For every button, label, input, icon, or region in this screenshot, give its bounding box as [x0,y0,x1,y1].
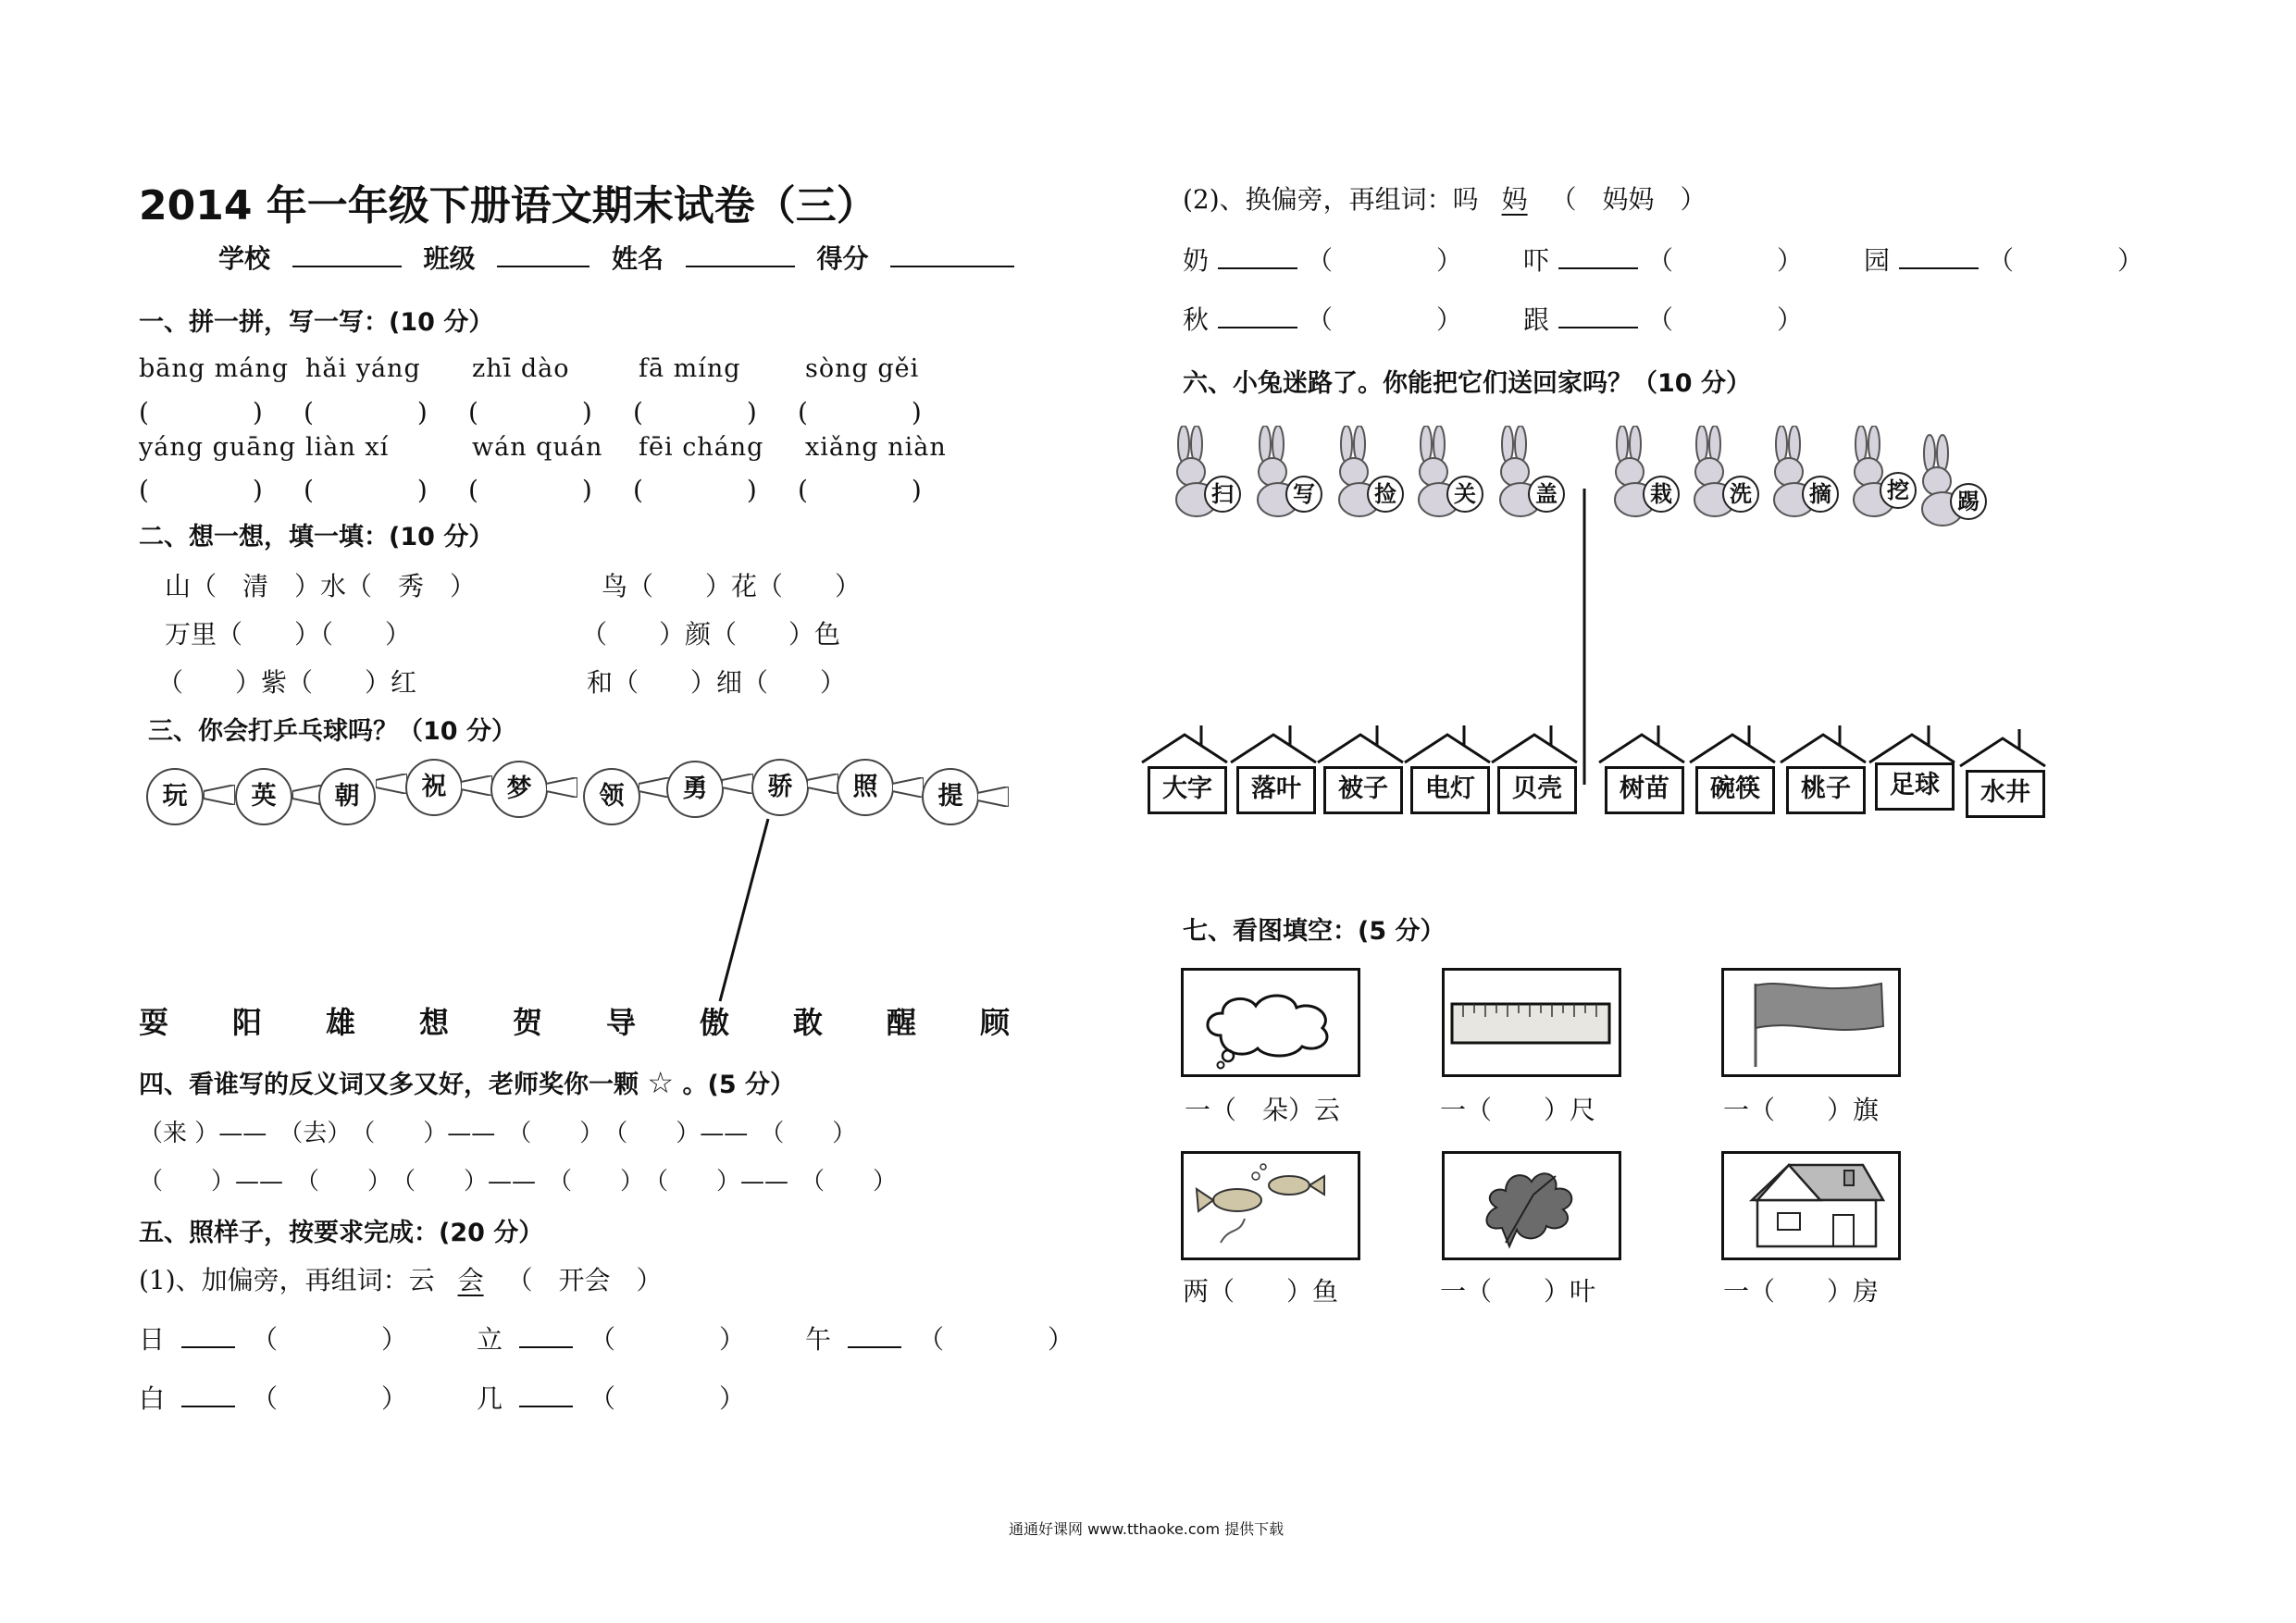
name-field[interactable] [686,240,795,267]
bunny-char[interactable]: 捡 [1367,476,1404,513]
paddle-handle-icon [376,774,407,794]
answer-char[interactable]: 傲 [700,1005,730,1040]
name-label: 姓名 [612,243,664,274]
paddle-ball[interactable]: 领 [583,768,640,825]
answer-char[interactable]: 耍 [139,1005,169,1040]
bunny-char[interactable]: 摘 [1802,476,1839,513]
answer-chars-row [139,999,1036,1042]
house-label: 水井 [1966,770,2045,818]
part2-row-1c [1864,241,2143,278]
section-4-title: 四、看谁写的反义词又多又好，老师奖你一颗 [139,1071,639,1099]
house-label: 被子 [1323,766,1403,814]
paddle-handle-icon [892,777,924,798]
bunny-char[interactable]: 写 [1285,476,1322,513]
picture-caption[interactable]: 一（ ）尺 [1440,1095,1596,1125]
bunny-char[interactable]: 栽 [1643,476,1680,513]
fill-line-3a[interactable]: （ ）紫（ ）红 [157,667,417,698]
answer-char[interactable]: 醒 [887,1005,917,1040]
answer-blank[interactable]: ( ) [139,475,263,505]
part2-instruction [1183,180,1706,217]
section-1-heading: 一、拼一拼，写一写：(10 分） [139,308,494,337]
ruler-icon [1445,971,1619,1074]
part1-char: 几 [477,1383,503,1414]
paddle-handle-icon [722,774,753,794]
house-label: 足球 [1875,762,1955,811]
paddle-handle-icon [204,785,235,805]
paddle-handle-icon [461,775,492,796]
answer-blank[interactable]: ( ) [139,397,263,427]
footer-credit: 通通好课网 www.tthaoke.com 提供下载 [1009,1520,1285,1538]
answer-blank[interactable]: ( ) [633,475,757,505]
house-label: 贝壳 [1497,766,1577,814]
class-field[interactable] [497,240,590,267]
house-label: 桃子 [1786,766,1866,814]
school-label: 学校 [218,243,271,274]
pinyin-item: sòng gěi [805,354,920,383]
answer-char[interactable]: 想 [419,1005,450,1040]
answer-char[interactable]: 敢 [793,1005,824,1040]
section-6-heading: 六、小兔迷路了。你能把它们送回家吗？（10 分） [1183,369,1751,398]
picture-caption[interactable]: 两（ ）鱼 [1183,1276,1339,1307]
answer-blank[interactable]: ( ) [798,475,922,505]
bunny-char[interactable]: 扫 [1204,476,1241,513]
antonym-line-1[interactable]: （来 ）—— （去） （ ）—— （ ） （ ）—— （ ） [139,1120,857,1147]
answer-row-2 [139,470,962,507]
bunny-char[interactable]: 盖 [1528,476,1565,513]
part1-char: 白 [139,1383,166,1414]
antonym-line-2[interactable]: （ ）—— （ ） （ ）—— （ ） （ ）—— （ ） [139,1168,898,1196]
paddle-ball[interactable]: 提 [922,768,979,825]
part1-word: （ 开会 ） [506,1265,663,1295]
picture-house [1721,1151,1901,1260]
part2-label: (2)、换偏旁，再组词：吗 [1183,184,1479,215]
paddle-ball[interactable]: 玩 [146,768,204,825]
house-row [1138,725,2054,827]
pinyin-item: fēi cháng [639,433,764,462]
radical-blank[interactable] [1558,242,1638,269]
part1-row-1 [139,1319,407,1357]
house-item[interactable] [1492,725,1577,814]
fill-line-2a[interactable]: 万里（ ）（ ） [165,619,412,650]
pinyin-item: yáng guāng [139,433,297,462]
word-blank[interactable]: （ ） [1307,245,1463,276]
part2-char: 吓 [1523,245,1550,276]
picture-cloud [1181,968,1360,1077]
radical-blank[interactable] [1558,301,1638,328]
school-field[interactable] [292,240,402,267]
part1-instruction [139,1260,663,1297]
part2-example: 妈 [1501,184,1528,215]
pinyin-item: fā míng [639,354,741,383]
bunny-row [1161,426,2050,527]
part2-row-1a [1183,241,1462,278]
paddle-ball[interactable]: 照 [837,759,894,816]
house-icon [1724,1154,1898,1258]
word-blank[interactable]: （ ） [1307,304,1463,335]
pinyin-item: zhī dào [472,354,570,383]
paddle-row [139,757,1018,840]
house-item[interactable] [1142,725,1227,814]
word-blank[interactable]: （ ） [1647,245,1804,276]
radical-blank[interactable] [181,1320,235,1348]
house-item[interactable] [1231,725,1316,814]
pinyin-item: bāng máng [139,354,290,383]
radical-blank[interactable] [1218,301,1297,328]
answer-char[interactable]: 雄 [326,1005,356,1040]
part2-row-2b [1523,300,1803,337]
paddle-ball[interactable]: 勇 [666,761,724,818]
house-item[interactable] [1318,725,1403,814]
picture-caption[interactable]: 一（ ）旗 [1723,1095,1880,1125]
part1-row-1b [477,1319,745,1357]
picture-fish [1181,1151,1360,1260]
word-blank[interactable]: （ ） [1988,245,2144,276]
house-label: 电灯 [1410,766,1490,814]
answer-char[interactable]: 阳 [232,1005,263,1040]
house-item[interactable] [1869,722,1955,811]
word-blank[interactable]: （ ） [590,1383,746,1414]
star-icon: ☆ [647,1065,675,1100]
word-blank[interactable]: （ ） [1647,304,1804,335]
paddle-handle-icon [807,774,838,794]
flag-icon [1724,971,1898,1074]
fish-icon [1184,1154,1358,1258]
radical-blank[interactable] [1899,242,1979,269]
radical-blank[interactable] [1218,242,1297,269]
picture-ruler [1442,968,1621,1077]
fill-line-3b[interactable]: 和（ ）细（ ） [587,667,847,698]
house-label: 碗筷 [1695,766,1775,814]
word-blank[interactable]: （ ） [590,1324,746,1355]
fill-line-1a[interactable]: 山（ 清 ）水（ 秀 ） [165,571,477,601]
bunny-char[interactable]: 洗 [1722,476,1759,513]
part2-char: 秋 [1183,304,1210,335]
part1-row-1c [805,1319,1074,1357]
paddle-ball[interactable]: 祝 [405,759,463,816]
answer-char[interactable]: 导 [606,1005,637,1040]
bunny-char[interactable]: 挖 [1880,472,1917,509]
rabbit-icons [1161,426,2050,527]
part2-word: （ 妈妈 ） [1550,184,1706,215]
fill-line-1b[interactable]: 鸟（ ）花（ ） [602,571,862,601]
part2-char: 园 [1864,245,1891,276]
house-label: 落叶 [1236,766,1316,814]
cloud-icon [1184,971,1358,1074]
pinyin-item: hǎi yáng [305,354,421,383]
pinyin-item: liàn xí [305,433,390,462]
answer-char[interactable]: 贺 [513,1005,543,1040]
answer-blank[interactable]: ( ) [468,397,592,427]
radical-blank[interactable] [519,1320,573,1348]
picture-leaf [1442,1151,1621,1260]
part2-row-2a [1183,300,1462,337]
part1-row-2b [477,1379,745,1416]
answer-blank[interactable]: ( ) [468,475,592,505]
house-label: 大字 [1148,766,1227,814]
paddle-ball[interactable]: 梦 [490,761,548,818]
student-info [218,239,1027,276]
pinyin-item: wán quán [472,433,603,462]
radical-blank[interactable] [848,1320,901,1348]
picture-caption[interactable]: 一（ 朵）云 [1185,1095,1341,1125]
section-4-score: 。(5 分） [682,1071,796,1099]
part2-row-1b [1523,241,1803,278]
paddle-ball[interactable]: 朝 [318,768,376,825]
paddle-handle-icon [977,787,1009,807]
fill-line-2b[interactable]: （ ）颜（ ）色 [581,619,841,650]
house-item[interactable] [1599,725,1684,814]
paddle-handle-icon [639,777,670,798]
word-blank[interactable]: （ ） [918,1324,1074,1355]
answer-blank[interactable]: ( ) [304,475,428,505]
pinyin-row-1 [139,354,972,383]
part1-char: 午 [805,1324,832,1355]
house-item[interactable] [1690,725,1775,814]
leaf-icon [1445,1154,1619,1258]
part1-example: 会 [457,1265,484,1295]
section-4-heading [139,1064,795,1100]
page-title: 2014 年一年级下册语文期末试卷（三） [139,182,877,229]
answer-blank[interactable]: ( ) [304,397,428,427]
part2-char: 奶 [1183,245,1210,276]
bunny-char[interactable]: 关 [1446,476,1483,513]
house-label: 树苗 [1605,766,1684,814]
radical-blank[interactable] [519,1380,573,1407]
answer-row-1 [139,392,962,429]
paddle-ball[interactable]: 骄 [751,759,809,816]
score-label: 得分 [816,243,869,274]
word-blank[interactable]: （ ） [252,1383,408,1414]
part2-char: 跟 [1523,304,1550,335]
answer-blank[interactable]: ( ) [633,397,757,427]
pinyin-item: xiǎng niàn [805,433,947,462]
picture-caption[interactable]: 一（ ）叶 [1440,1276,1596,1307]
score-field[interactable] [890,240,1014,267]
word-blank[interactable]: （ ） [252,1324,408,1355]
house-item[interactable] [1405,725,1490,814]
class-label: 班级 [423,243,476,274]
section-7-heading: 七、看图填空：(5 分） [1183,917,1446,946]
house-item[interactable] [1960,729,2045,818]
answer-blank[interactable]: ( ) [798,397,922,427]
section-5-heading: 五、照样子，按要求完成：(20 分） [139,1219,544,1247]
bunny-char[interactable]: 踢 [1950,483,1987,520]
part1-label: (1)、加偏旁，再组词：云 [139,1265,435,1295]
picture-flag [1721,968,1901,1077]
house-item[interactable] [1781,725,1866,814]
pinyin-row-2 [139,433,990,462]
section-2-heading: 二、想一想，填一填：(10 分） [139,523,494,551]
paddle-ball[interactable]: 英 [235,768,292,825]
part1-char: 日 [139,1324,166,1355]
paddle-handle-icon [546,777,577,798]
picture-caption[interactable]: 一（ ）房 [1723,1276,1880,1307]
section-3-heading: 三、你会打乒乓球吗？（10 分） [148,717,516,746]
part1-row-2 [139,1379,407,1416]
answer-char[interactable]: 顾 [980,1005,1011,1040]
part1-char: 立 [477,1324,503,1355]
radical-blank[interactable] [181,1380,235,1407]
